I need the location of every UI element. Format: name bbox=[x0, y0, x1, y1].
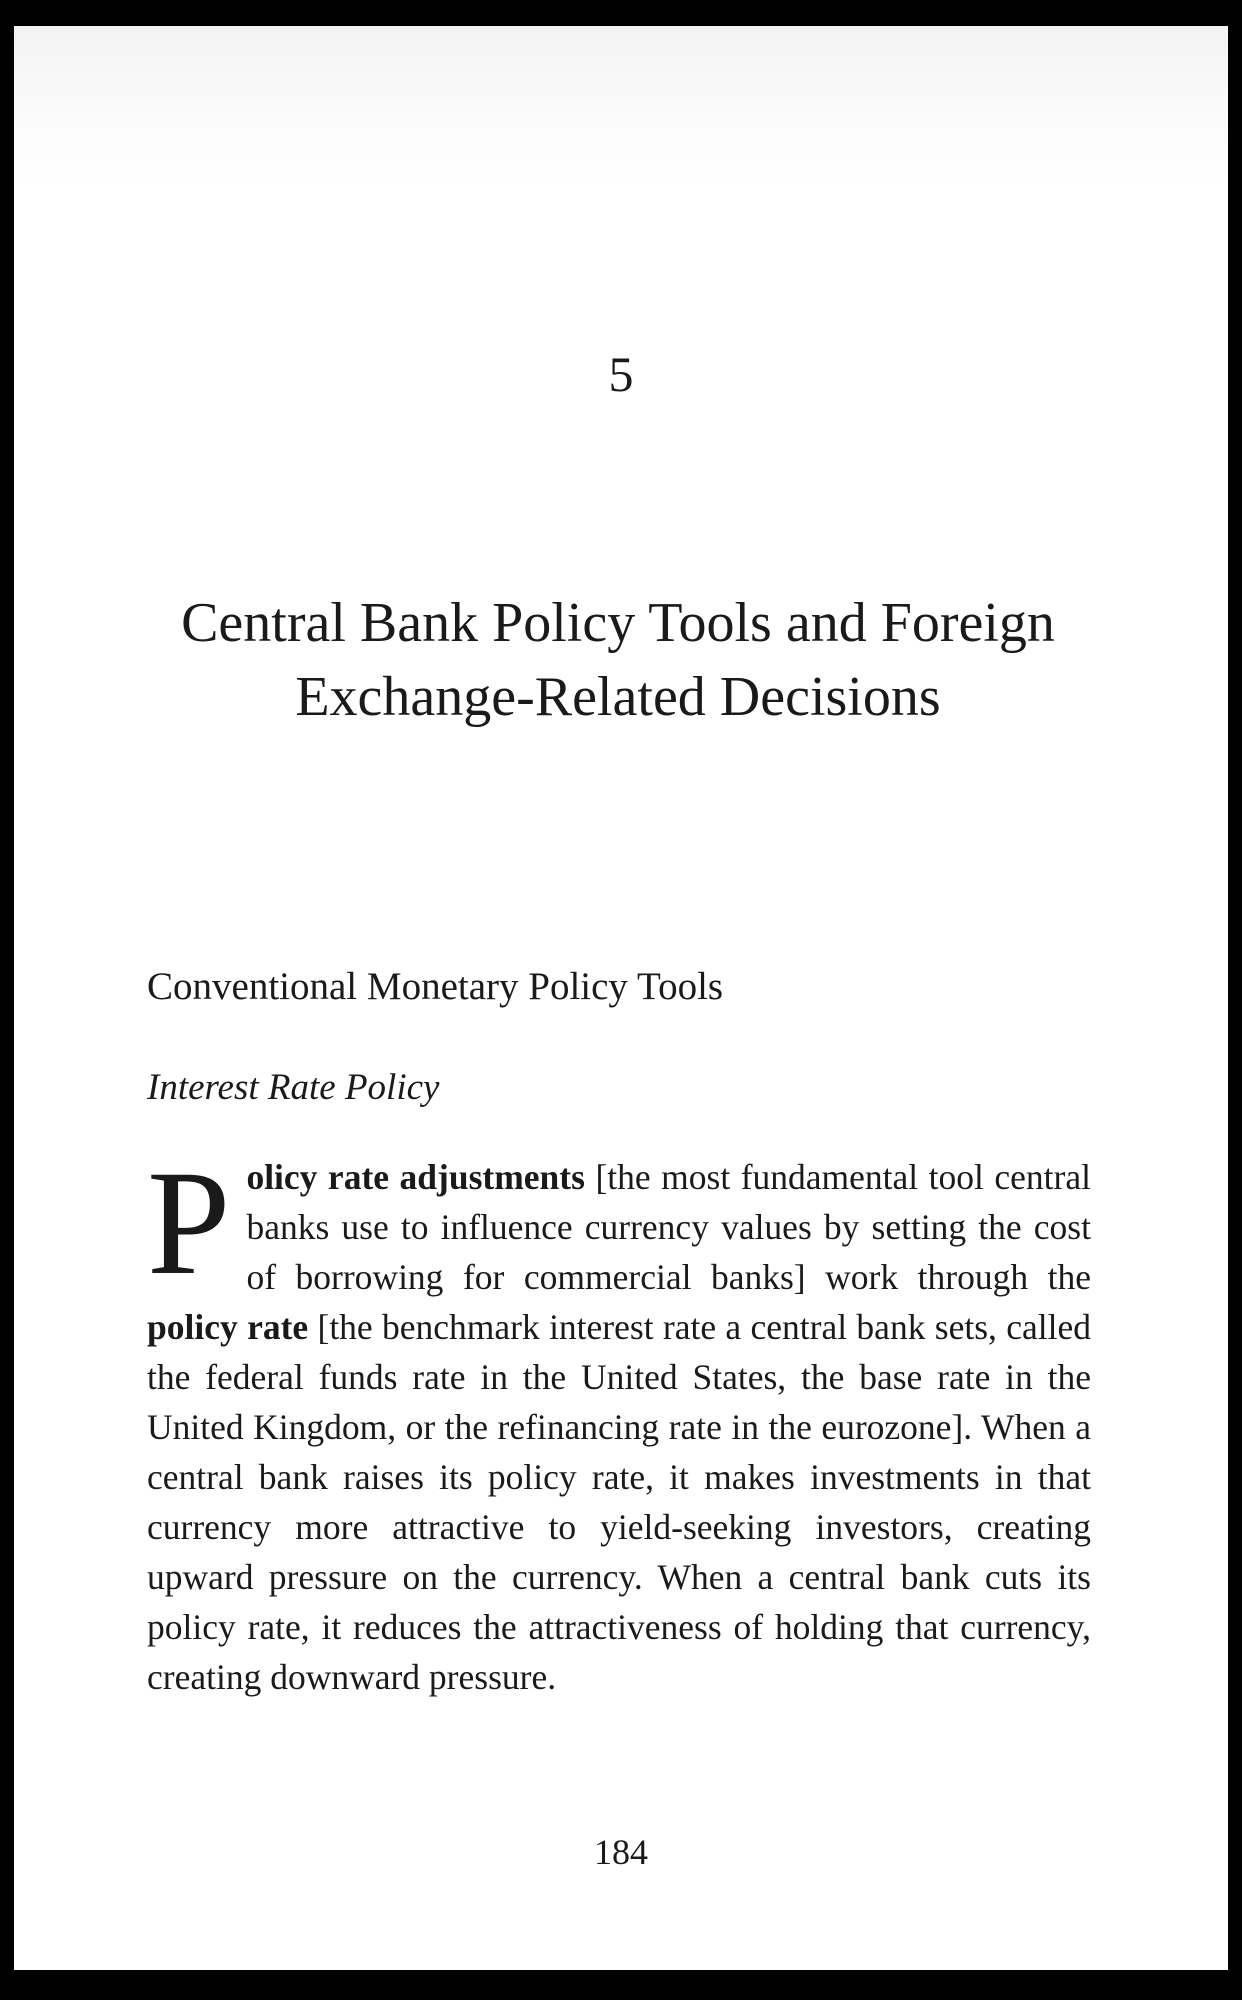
bold-term-policy-rate-adjustments: olicy rate adjustments bbox=[246, 1157, 585, 1197]
page-number: 184 bbox=[594, 1832, 648, 1872]
paragraph-text-part-2: [the benchmark interest rate a central bank sets, called the federal funds rate in the United States, the base rate in the United Kingdom, or the refinancing rate in the eurozone]. When a central bank raises its policy rate, it makes investments in that currency more attractive to yield-seeking investors, creating upward pressure on the currency. When a central bank cuts its policy rate, it reduces the attractiveness of holding that currency, creating downward pressure. bbox=[147, 1307, 1091, 1697]
chapter-number: 5 bbox=[608, 346, 634, 402]
chapter-title: Central Bank Policy Tools and Foreign Exchange-Related Decisions bbox=[181, 592, 1055, 728]
book-page bbox=[14, 26, 1228, 1970]
section-heading: Conventional Monetary Policy Tools bbox=[147, 965, 724, 1008]
paragraph-text-part-1: [the most fundamental tool central banks use to influence currency values by setting the cost of borrowing for commercial banks] work through the bbox=[246, 1157, 1091, 1297]
subsection-heading: Interest Rate Policy bbox=[147, 1067, 440, 1108]
bold-term-policy-rate: policy rate bbox=[147, 1307, 309, 1347]
page-top-shading bbox=[14, 26, 1228, 186]
body-paragraph bbox=[147, 1140, 1091, 1702]
drop-cap: P bbox=[147, 1140, 231, 1306]
